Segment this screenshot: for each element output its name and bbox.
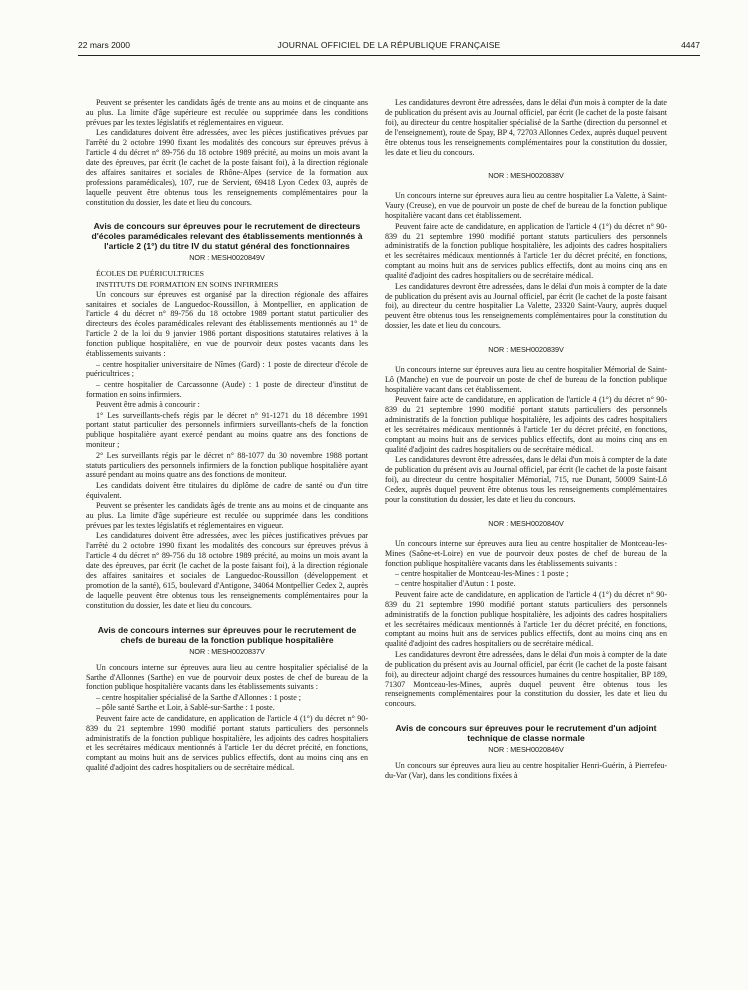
paragraph: Peuvent faire acte de candidature, en application de l'article 4 (1°) du décret n° 90-839 du 21 septembre 1990 modifié portant statuts particuliers des personnels administratifs de la fonction publique hospitalière, les adjoints des cadres hospitaliers et les secrétaires médicaux mentionnés à l'article 1er du décret précité, en fonctions, comptant au moins huit ans de services publics effectifs, dont au moins cinq ans en qualité d'adjoint des cadres hospitaliers ou de secrétaire médical. [385,395,667,454]
list-item: – centre hospitalier universitaire de Nîmes (Gard) : 1 poste de directeur d'école de puéricultrices ; [86,359,368,379]
list-item: – centre hospitalier d'Autun : 1 poste. [395,579,516,589]
paragraph: Un concours interne sur épreuves aura lieu au centre hospitalier de Montceau-les-Mines (Saône-et-Loire) en vue de pourvoir deux postes de chef de bureau de la fonction publique hospitalière vacants dans les établissements suivants : [385,538,667,568]
paragraph: Un concours interne sur épreuves aura lieu au centre hospitalier spécialisé de la Sarthe d'Allonnes (Sarthe) en vue de pourvoir deux postes de chef de bureau de la fonction publique hospitalière vacants dans les établissements suivants : [86,662,368,692]
paragraph: Un concours sur épreuves aura lieu au centre hospitalier Henri-Guérin, à Pierrefeu-du-Var (Var), dans les conditions fixées à [385,761,667,781]
paragraph: Peuvent se présenter les candidats âgés de trente ans au moins et de cinquante ans au plus. La limite d'âge supérieure est reculée ou supprimée dans les conditions prévues par les textes législatifs et réglementaires en vigueur. [86,501,368,530]
paragraph: Les candidatures doivent être adressées, avec les pièces justificatives prévues par l'arrêté du 2 octobre 1990 fixant les modalités des concours sur épreuves prévus à l'article 4 du décret n° 89-756 du 18 octobre 1989 précité, au moins un mois avant la date des épreuves, par écrit (le cachet de la poste faisant foi), à la direction régionale des affaires sanitaires et sociales de Rhône-Alpes (service de la formation aux professions paramédicales), 107, rue de Servient, 69418 Lyon Cedex 03, auprès de laquelle peuvent être obtenus tous les renseignements complémentaires pour la constitution du dossier, les date et lieu du concours. [86,128,368,207]
nor-reference: NOR : MESH0020839V [488,345,564,355]
section-title: Avis de concours sur épreuves pour le recrutement de directeurs d'écoles paramédicales relevant des établissements mentionnés à l'article 2 (1°) du titre IV du statut général des fonctionnaires [91,221,363,252]
right-column [385,98,667,782]
paragraph: Un concours interne sur épreuves aura lieu au centre hospitalier La Valette, à Saint-Vaury (Creuse), en vue de pourvoir un poste de chef de bureau de la fonction publique hospitalière vacant dans cet établissement. [385,191,667,221]
section-title: Avis de concours sur épreuves pour le recrutement d'un adjoint technique de classe normale [395,723,657,744]
list-item: – centre hospitalier spécialisé de la Sarthe d'Allonnes : 1 poste ; [96,692,302,702]
nor-reference: NOR : MESH0020840V [488,518,564,528]
nor-reference: NOR : MESH0020846V [488,745,564,755]
paragraph: Peuvent faire acte de candidature, en application de l'article 4 (1°) du décret n° 90-839 du 21 septembre 1990 modifié portant statuts particuliers des personnels administratifs de la fonction publique hospitalière, les adjoints des cadres hospitaliers et les secrétaires médicaux mentionnés à l'article 1er du décret précité, en fonctions, comptant au moins huit ans de services publics effectifs, dont au moins cinq ans en qualité d'adjoint des cadres hospitaliers ou de secrétaire médical. [86,713,368,773]
paragraph: Peuvent faire acte de candidature, en application de l'article 4 (1°) du décret n° 90-839 du 21 septembre 1990 modifié portant statuts particuliers des personnels administratifs de la fonction publique hospitalière, les adjoints des cadres hospitaliers et les secrétaires médicaux mentionnés à l'article 1er du décret précité, en fonctions, comptant au moins huit ans de services publics effectifs, dont au moins cinq ans en qualité d'adjoint des cadres hospitaliers ou de secrétaire médical. [385,221,667,281]
journal-title: JOURNAL OFFICIEL DE LA RÉPUBLIQUE FRANÇAISE [277,40,501,50]
list-item: – pôle santé Sarthe et Loir, à Sablé-sur-Sarthe : 1 poste. [96,703,275,713]
header-rule [78,55,700,56]
left-column [86,98,368,774]
subheading: INSTITUTS DE FORMATION EN SOINS INFIRMIERS [96,279,279,289]
nor-reference: NOR : MESH0020849V [189,253,265,263]
list-item: – centre hospitalier de Montceau-les-Mines : 1 poste ; [395,569,569,579]
paragraph: Les candidatures devront être adressées, dans le délai d'un mois à compter de la date de publication du présent avis au Journal officiel, par écrit (le cachet de la poste faisant foi), au directeur du centre hospitalier La Valette, 23320 Saint-Vaury, auprès duquel peuvent être obtenus tous les renseignements complémentaires pour la constitution du dossier, les date et lieu du concours. [385,281,667,331]
subheading: ÉCOLES DE PUÉRICULTRICES [96,269,205,279]
paragraph: Peuvent être admis à concourir : [96,400,200,410]
paragraph: Un concours sur épreuves est organisé par la direction régionale des affaires sanitaires et sociales de Languedoc-Roussillon, à Montpellier, en application de l'article 4 du décret n° 89-756 du 18 octobre 1989 portant statut particulier des directeurs des écoles paramédicales relevant des établissements mentionnés au 1° de l'article 2 de la loi du 9 janvier 1986 portant dispositions statutaires relatives à la fonction publique hospitalière, en vue de pourvoir deux postes vacants dans les établissements suivants : [86,289,368,359]
paragraph: 2° Les surveillants régis par le décret n° 88-1077 du 30 novembre 1988 portant statuts particuliers des personnels infirmiers de la fonction publique hospitalière ayant assuré pendant au moins quatre ans des fonctions de moniteur. [86,450,368,480]
paragraph: Les candidats doivent être titulaires du diplôme de cadre de santé ou d'un titre équivalent. [86,480,368,500]
section-title: Avis de concours internes sur épreuves pour le recrutement de chefs de bureau de la fonction publique hospitalière [97,624,357,645]
paragraph: Peuvent faire acte de candidature, en application de l'article 4 (1°) du décret n° 90-839 du 21 septembre 1990 modifié portant statuts particuliers des personnels administratifs de la fonction publique hospitalière, les adjoints des cadres hospitaliers et les secrétaires médicaux mentionnés à l'article 1er du décret précité, en fonctions, comptant au moins huit ans de services publics effectifs, dont au moins cinq ans en qualité d'adjoint des cadres hospitaliers ou de secrétaire médical. [385,589,667,649]
paragraph: Les candidatures devront être adressées, dans le délai d'un mois à compter de la date de publication du présent avis au Journal officiel, par écrit (le cachet de la poste faisant foi), au directeur adjoint chargé des ressources humaines du centre hospitalier, BP 189, 71307 Montceau-les-Mines, auprès duquel peuvent être obtenus tous les renseignements complémentaires pour la constitution du dossier, les date et lieu du concours. [385,649,667,709]
page-number: 4447 [681,40,700,50]
paragraph: Un concours interne sur épreuves aura lieu au centre hospitalier Mémorial de Saint-Lô (Manche) en vue de pourvoir un poste de chef de bureau de la fonction publique hospitalière vacant dans cet établissement. [385,365,667,394]
nor-reference: NOR : MESH0020837V [189,646,265,656]
paragraph: Les candidatures doivent être adressées, avec les pièces justificatives prévues par l'arrêté du 2 octobre 1990 fixant les modalités des concours sur épreuves prévus à l'article 4 du décret n° 89-756 du 18 octobre 1989 précité, au moins un mois avant la date des épreuves, par écrit (le cachet de la poste faisant foi), à la direction régionale des affaires sanitaires et sociales de Languedoc-Roussillon (développement et promotion de la santé), 615, boulevard d'Antigone, 34064 Montpellier Cedex 2, auprès de laquelle peuvent être obtenus tous les renseignements complémentaires pour la constitution du dossier, les date et lieu du concours. [86,531,368,610]
paragraph: Les candidatures devront être adressées, dans le délai d'un mois à compter de la date de publication du présent avis au Journal officiel, par écrit (le cachet de la poste faisant foi), au directeur du centre hospitalier Mémorial, 715, rue Dunant, 50009 Saint-Lô Cedex, auprès duquel peuvent être obtenus tous les renseignements complémentaires pour la constitution du dossier, les date et lieu du concours. [385,455,667,504]
paragraph: Peuvent se présenter les candidats âgés de trente ans au moins et de cinquante ans au plus. La limite d'âge supérieure est reculée ou supprimée dans les conditions prévues par les textes législatifs et réglementaires en vigueur. [86,98,368,127]
issue-date: 22 mars 2000 [78,40,130,50]
list-item: – centre hospitalier de Carcassonne (Aude) : 1 poste de directeur d'institut de formation en soins infirmiers. [86,379,368,399]
page-header [78,38,700,52]
nor-reference: NOR : MESH0020838V [488,171,564,181]
paragraph: Les candidatures devront être adressées, dans le délai d'un mois à compter de la date de publication du présent avis au Journal officiel, par écrit (le cachet de la poste faisant foi), au directeur du centre hospitalier spécialisé de la Sarthe (direction du personnel et de l'enseignement), route de Spay, BP 4, 72703 Allonnes Cedex, auprès duquel peuvent être obtenus tous les renseignements complémentaires pour la constitution du dossier, les date et lieu du concours. [385,98,667,157]
paragraph: 1° Les surveillants-chefs régis par le décret n° 91-1271 du 18 décembre 1991 portant statut particulier des personnels infirmiers surveillants-chefs de la fonction publique hospitalière ayant exercé pendant au moins quatre ans des fonctions de moniteur ; [86,410,368,450]
